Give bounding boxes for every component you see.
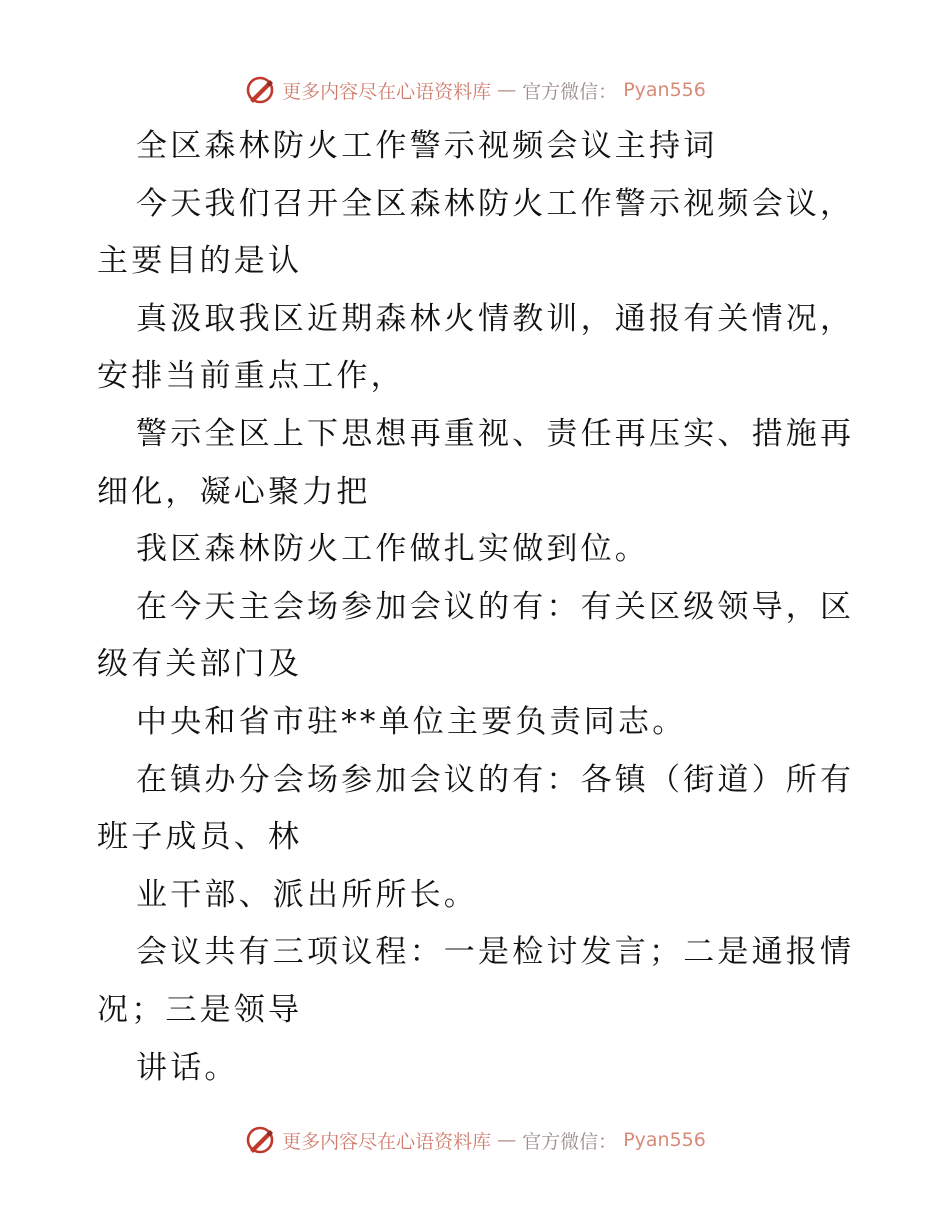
document-line: 真汲取我区近期森林火情教训，通报有关情况， xyxy=(136,300,855,337)
pen-in-circle-icon xyxy=(244,74,276,106)
banner-content xyxy=(244,74,706,106)
banner-dash: — xyxy=(497,1129,517,1151)
document-line: 我区森林防火工作做扎实做到位。 xyxy=(136,531,649,568)
document-line: 级有关部门及 xyxy=(97,646,303,683)
banner-main-text: 更多内容尽在心语资料库 xyxy=(282,80,492,103)
banner-dash: — xyxy=(497,79,517,101)
document-line: 会议共有三项议程：一是检讨发言；二是通报情 xyxy=(136,934,855,971)
pen-in-circle-icon xyxy=(244,1124,276,1156)
banner-wechat-id: Pyan556 xyxy=(623,79,706,101)
document-line: 警示全区上下思想再重视、责任再压实、措施再 xyxy=(136,415,855,452)
document-body xyxy=(97,118,857,1097)
document-line: 班子成员、林 xyxy=(97,819,303,856)
header-banner xyxy=(0,70,950,110)
document-line: 细化，凝心聚力把 xyxy=(97,473,371,510)
document-line: 况；三是领导 xyxy=(97,991,303,1028)
document-line: 中央和省市驻**单位主要负责同志。 xyxy=(136,703,687,740)
document-line: 在镇办分会场参加会议的有：各镇（街道）所有 xyxy=(136,761,855,798)
document-title: 全区森林防火工作警示视频会议主持词 xyxy=(136,128,718,164)
footer-banner xyxy=(0,1120,950,1160)
banner-sub-text: 官方微信： xyxy=(522,1130,618,1153)
document-line: 讲话。 xyxy=(136,1049,239,1086)
document-line: 今天我们召开全区森林防火工作警示视频会议， xyxy=(136,185,855,222)
banner-content xyxy=(244,1124,706,1156)
document-line: 业干部、派出所所长。 xyxy=(136,876,478,913)
banner-main-text: 更多内容尽在心语资料库 xyxy=(282,1130,492,1153)
document-line: 安排当前重点工作， xyxy=(97,358,405,395)
document-line: 在今天主会场参加会议的有：有关区级领导，区 xyxy=(136,588,855,625)
document-line: 主要目的是认 xyxy=(97,243,303,280)
banner-sub-text: 官方微信： xyxy=(522,80,618,103)
banner-wechat-id: Pyan556 xyxy=(623,1129,706,1151)
